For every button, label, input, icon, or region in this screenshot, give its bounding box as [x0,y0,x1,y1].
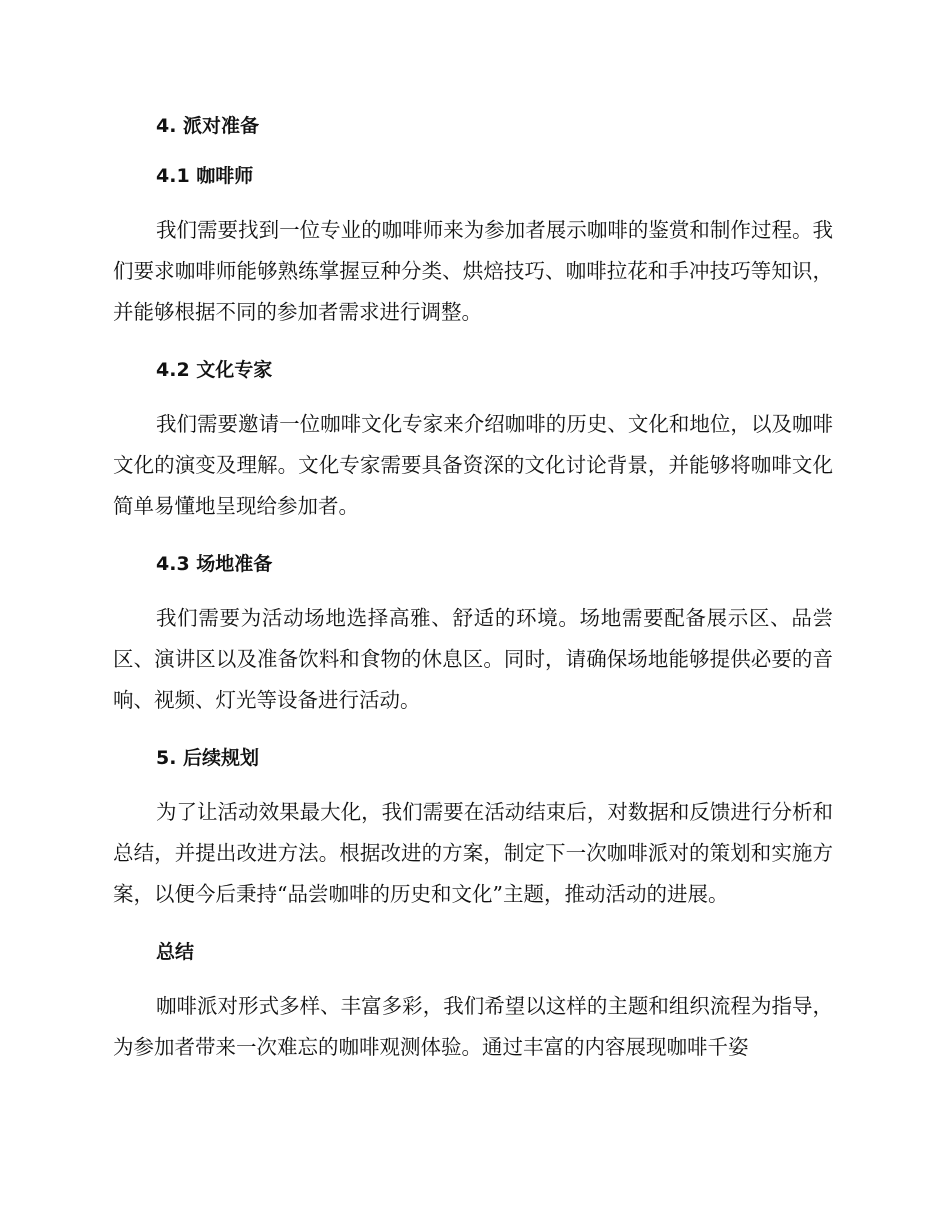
section-heading-venue-preparation: 4.3 场地准备 [156,553,273,575]
paragraph-culture-expert: 我们需要邀请一位咖啡文化专家来介绍咖啡的历史、文化和地位，以及咖啡文化的演变及理解。文化专家需要具备资深的文化讨论背景，并能够将咖啡文化简单易懂地呈现给参加者。 [113,412,833,518]
section-heading-party-preparation: 4. 派对准备 [156,115,260,137]
spacer [113,333,833,354]
spacer [113,721,833,742]
section-heading-culture-expert: 4.2 文化专家 [156,359,273,381]
section-heading-barista: 4.1 咖啡师 [156,165,254,187]
document-body [113,110,833,1068]
section-heading-summary: 总结 [156,941,195,963]
spacer [113,580,833,598]
paragraph-follow-up-plan: 为了让活动效果最大化，我们需要在活动结束后，对数据和反馈进行分析和总结，并提出改进方法。根据改进的方案，制定下一次咖啡派对的策划和实施方案，以便今后秉持“品尝咖啡的历史和文化”主题，推动活动的进展。 [113,800,833,906]
spacer [113,968,833,986]
spacer [113,192,833,210]
spacer [113,386,833,404]
spacer [113,774,833,792]
spacer [113,915,833,936]
spacer [113,142,833,160]
spacer [113,527,833,548]
paragraph-barista: 我们需要找到一位专业的咖啡师来为参加者展示咖啡的鉴赏和制作过程。我们要求咖啡师能够熟练掌握豆种分类、烘焙技巧、咖啡拉花和手冲技巧等知识，并能够根据不同的参加者需求进行调整。 [113,218,833,324]
paragraph-summary: 咖啡派对形式多样、丰富多彩，我们希望以这样的主题和组织流程为指导，为参加者带来一次难忘的咖啡观测体验。通过丰富的内容展现咖啡千姿 [113,994,833,1059]
paragraph-venue-preparation: 我们需要为活动场地选择高雅、舒适的环境。场地需要配备展示区、品尝区、演讲区以及准备饮料和食物的休息区。同时，请确保场地能够提供必要的音响、视频、灯光等设备进行活动。 [113,606,833,712]
section-heading-follow-up-plan: 5. 后续规划 [156,747,260,769]
